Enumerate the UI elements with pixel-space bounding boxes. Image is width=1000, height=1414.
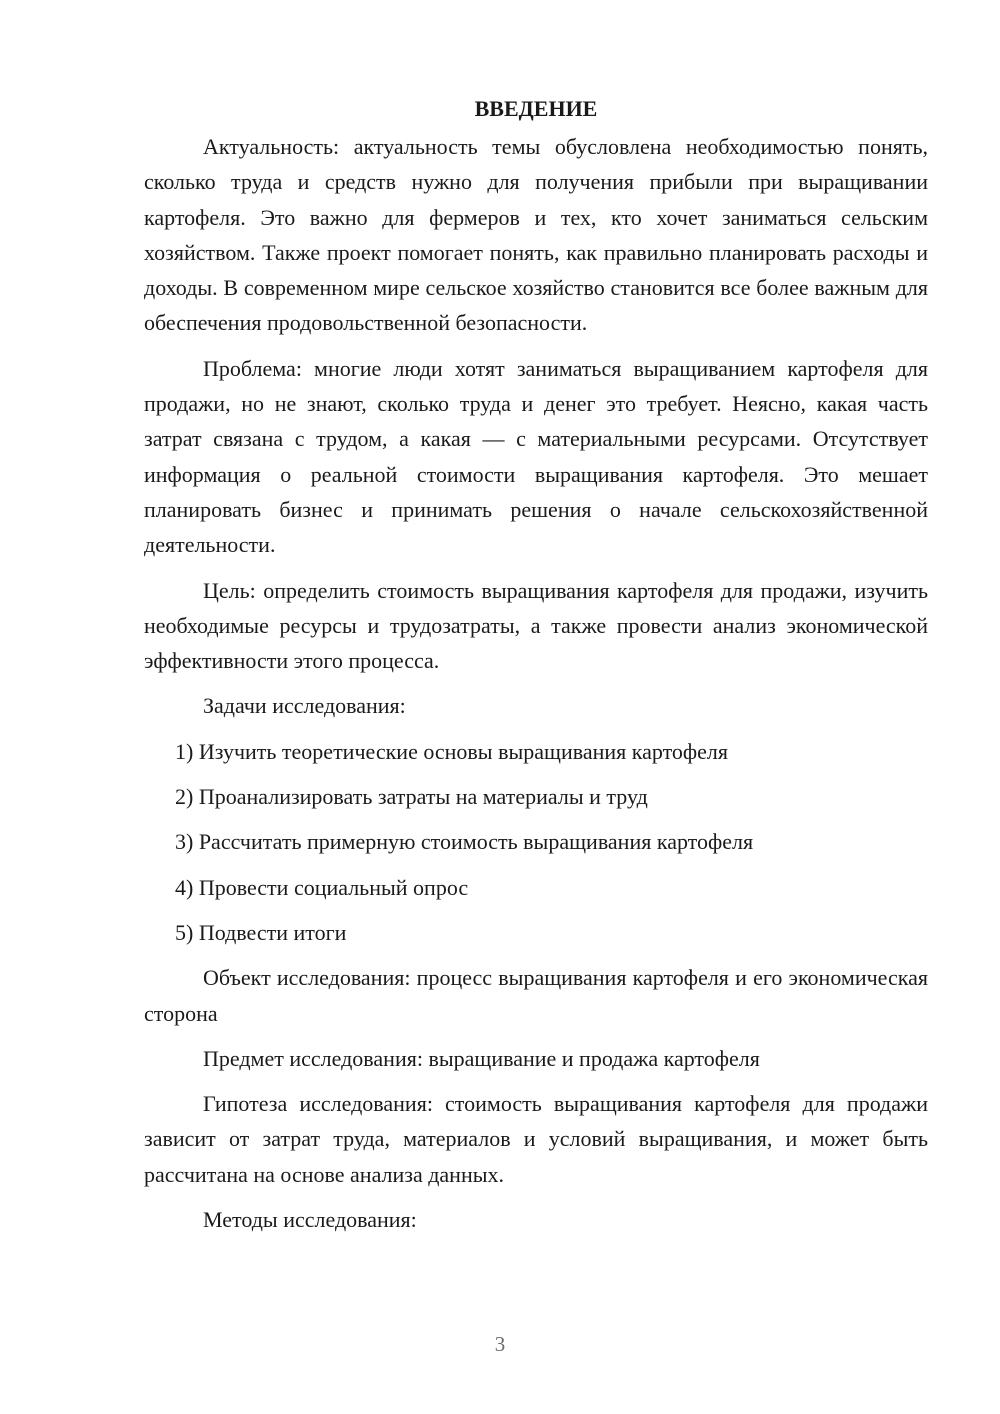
paragraph-hypothesis: Гипотеза исследования: стоимость выращивания картофеля для продажи зависит от затрат труда, материалов и условий выращивания, и может быть рассчитана на основе анализа данных.: [144, 1091, 928, 1187]
paragraph-tasks-title: Задачи исследования:: [203, 693, 406, 719]
list-item: 3) Рассчитать примерную стоимость выращивания картофеля: [175, 829, 754, 855]
list-item: 4) Провести социальный опрос: [175, 874, 469, 900]
list-item: 5) Подвести итоги: [175, 919, 347, 945]
section-heading: ВВЕДЕНИЕ: [474, 96, 598, 121]
paragraph-goal: Цель: определить стоимость выращивания картофеля для продажи, изучить необходимые ресурсы и трудозатраты, а также провести анализ экономической эффективности этого процесса.: [144, 577, 928, 674]
paragraph-object: Объект исследования: процесс выращивания картофеля и его экономическая сторона: [144, 965, 928, 1026]
paragraph-problem: Проблема: многие люди хотят заниматься выращиванием картофеля для продажи, но не знают, сколько труда и денег это требует. Неясно, какая часть затрат связана с трудом, а какая — с материальными ресурсами. Отсутствует информация о реальной стоимости выращивания картофеля. Это мешает планировать бизнес и принимать решения о начале сельскохозяйственной деятельности.: [144, 355, 928, 558]
page-number: 3: [494, 1332, 506, 1356]
tasks-list: [144, 734, 928, 950]
document-page: [144, 92, 928, 1247]
paragraph-subject: Предмет исследования: выращивание и продажа картофеля: [203, 1045, 760, 1071]
list-item: 2) Проанализировать затраты на материалы и труд: [175, 784, 648, 810]
list-item: 1) Изучить теоретические основы выращивания картофеля: [175, 738, 729, 764]
paragraph-relevance: Актуальность: актуальность темы обусловлена необходимостью понять, сколько труда и средств нужно для получения прибыли при выращивании картофеля. Это важно для фермеров и тех, кто хочет заниматься сельским хозяйством. Также проект помогает понять, как правильно планировать расходы и доходы. В современном мире сельское хозяйство становится все более важным для обеспечения продовольственной безопасности.: [144, 134, 928, 336]
paragraph-methods: Методы исследования:: [203, 1207, 417, 1233]
